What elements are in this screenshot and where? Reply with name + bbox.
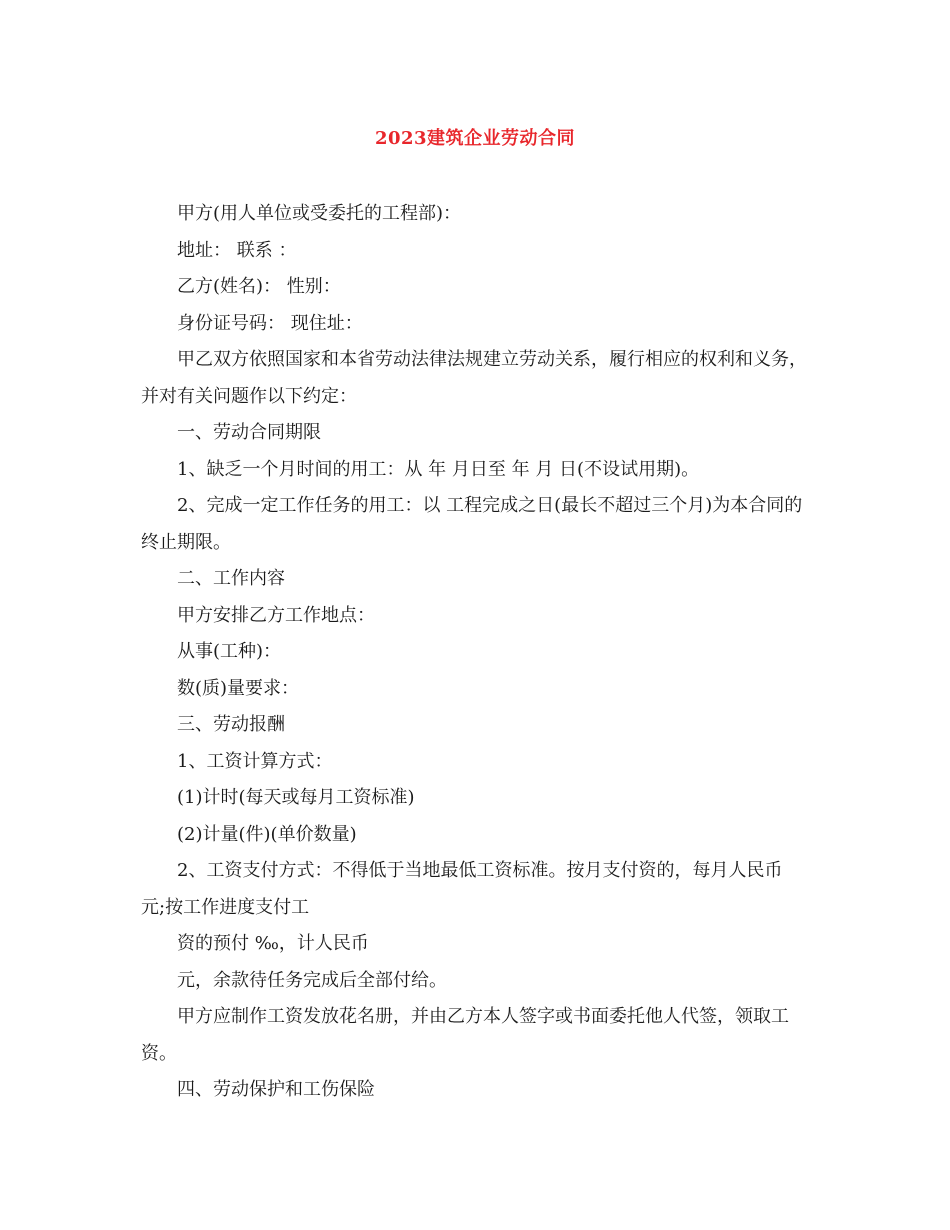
paragraph-pay-method: 1、工资计算方式： bbox=[177, 750, 333, 772]
paragraph-work-type: 从事(工种)： bbox=[177, 641, 282, 662]
paragraph-pay-balance: 元，余款待任务完成后全部付给。 bbox=[177, 969, 447, 991]
paragraph-pay-schedule: 2、工资支付方式：不得低于当地最低工资标准。按月支付资的，每月人民币 bbox=[177, 860, 783, 881]
paragraph-pay-advance: 资的预付 ‰，计人民币 bbox=[177, 933, 369, 954]
section-heading-term: 一、劳动合同期限 bbox=[177, 422, 321, 443]
paragraph-term-1: 1、缺乏一个月时间的用工：从 年 月日至 年 月 日(不设试用期)。 bbox=[177, 458, 700, 480]
paragraph-agreement-intro: 甲乙双方依照国家和本省劳动法律法规建立劳动关系，履行相应的权利和义务，并对有关问题作以下约定： bbox=[141, 349, 807, 407]
section-heading-work: 二、工作内容 bbox=[177, 568, 285, 589]
paragraph-pay-piece: (2)计量(件)(单价数量) bbox=[177, 823, 357, 845]
paragraph-work-location: 甲方安排乙方工作地点： bbox=[177, 604, 375, 626]
paragraph-pay-hourly: (1)计时(每天或每月工资标准) bbox=[177, 787, 415, 808]
document-body bbox=[141, 196, 813, 1109]
section-heading-protection: 四、劳动保护和工伤保险 bbox=[177, 1079, 375, 1100]
paragraph-party-a: 甲方(用人单位或受委托的工程部)： bbox=[177, 203, 462, 224]
paragraph-term-2: 2、完成一定工作任务的用工：以 工程完成之日(最长不超过三个月)为本合同的终止期限。 bbox=[141, 495, 803, 553]
paragraph-party-b: 乙方(姓名)： 性别： bbox=[177, 276, 341, 297]
paragraph-work-quantity: 数(质)量要求： bbox=[177, 677, 300, 699]
paragraph-id-residence: 身份证号码： 现住址： bbox=[177, 312, 363, 334]
paragraph-pay-schedule-cont: 元;按工作进度支付工 bbox=[141, 896, 310, 918]
paragraph-payroll-register: 甲方应制作工资发放花名册，并由乙方本人签字或书面委托他人代签，领取工资。 bbox=[141, 1006, 789, 1064]
section-heading-pay: 三、劳动报酬 bbox=[177, 714, 285, 735]
paragraph-address-contact: 地址： 联系 ： bbox=[177, 239, 297, 261]
document-title: 2023建筑企业劳动合同 bbox=[374, 128, 576, 149]
